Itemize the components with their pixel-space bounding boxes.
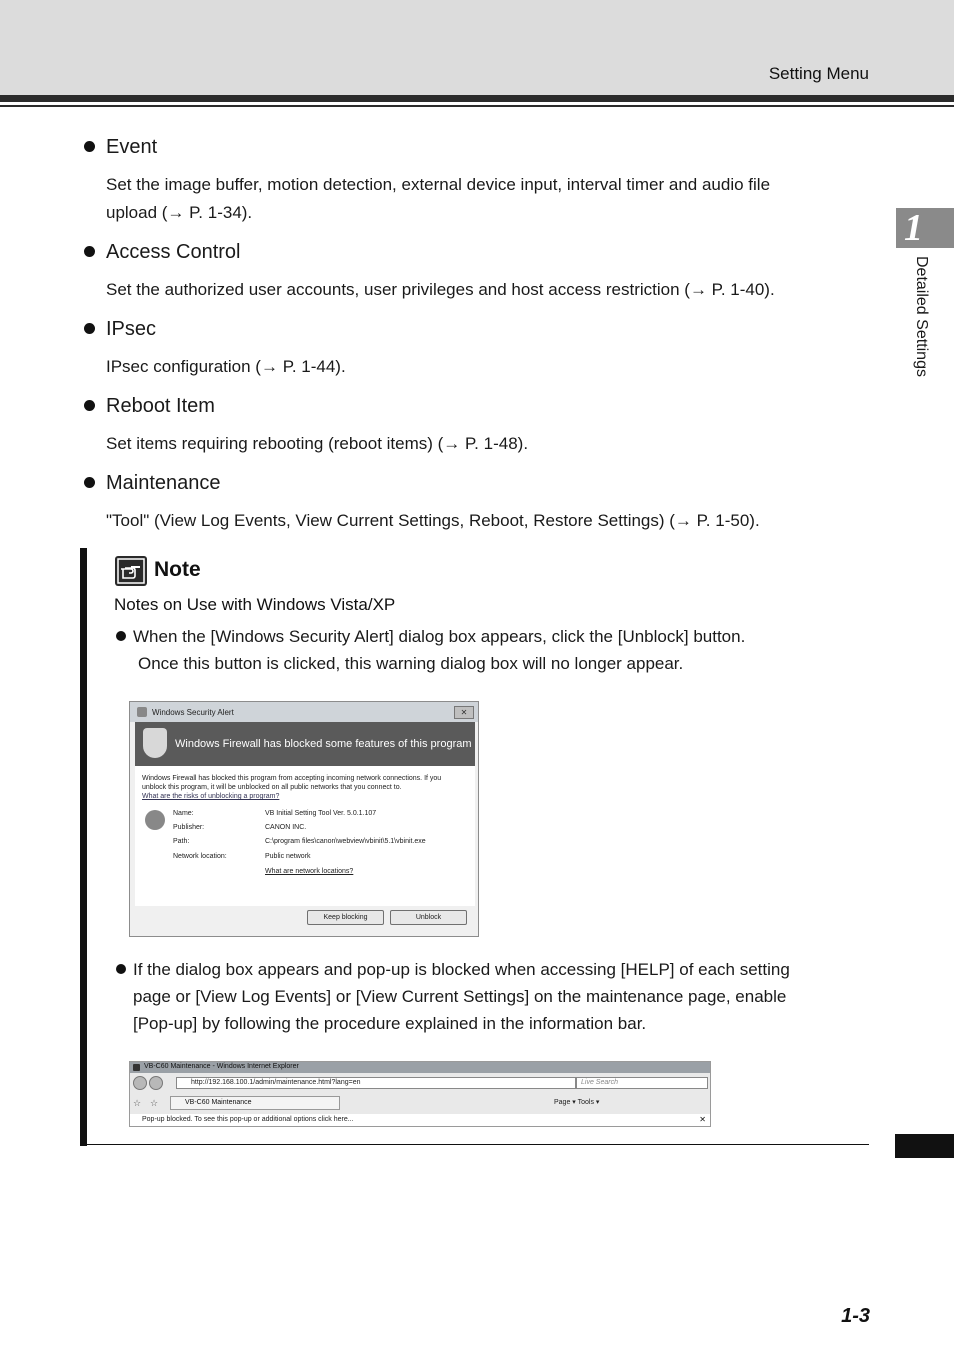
- row-label-name: Name:: [173, 810, 194, 817]
- add-favorite-icon[interactable]: ☆: [150, 1098, 159, 1108]
- network-locations-link[interactable]: What are network locations?: [265, 868, 354, 875]
- browser-app-icon: [133, 1064, 140, 1071]
- bullet-icon: [84, 477, 95, 488]
- note-bar: [80, 548, 87, 1146]
- note-hand-icon: [115, 556, 147, 586]
- chapter-number: 1: [904, 207, 923, 249]
- dialog-title: Windows Security Alert: [152, 708, 234, 717]
- bullet-icon: [84, 141, 95, 152]
- dialog-banner: [135, 722, 475, 766]
- dialog-close-button[interactable]: ✕: [454, 706, 474, 719]
- note-item-2: [133, 956, 790, 1037]
- note-line: If the dialog box appears and pop-up is blocked when accessing [HELP] of each setting: [133, 960, 790, 979]
- section-desc-event: [106, 171, 770, 227]
- row-label-network-location: Network location:: [173, 853, 227, 860]
- note-subtitle: Notes on Use with Windows Vista/XP: [114, 595, 396, 614]
- section-desc-reboot-item: [106, 430, 528, 458]
- row-label-path: Path:: [173, 838, 190, 845]
- shield-icon: [143, 728, 167, 758]
- unblock-button[interactable]: Unblock: [390, 910, 467, 925]
- info-bar[interactable]: [130, 1114, 710, 1126]
- desc-line: upload (→ P. 1-34).: [106, 203, 253, 222]
- note-bottom-rule: [80, 1144, 869, 1145]
- program-icon: [145, 810, 165, 830]
- dialog-app-icon: [137, 707, 147, 717]
- side-marker: [895, 1134, 954, 1158]
- browser-titlebar: [130, 1062, 710, 1073]
- row-value-name: VB Initial Setting Tool Ver. 5.0.1.107: [265, 810, 377, 817]
- dialog-banner-text: Windows Firewall has blocked some features of this program: [175, 738, 472, 750]
- address-bar[interactable]: [176, 1077, 576, 1089]
- desc-line: Set the image buffer, motion detection, external device input, interval timer and audio file: [106, 175, 771, 194]
- browser-tab[interactable]: [170, 1096, 340, 1110]
- row-value-path: C:\program files\canon\webview\vbinit\5.1\vbinit.exe: [265, 838, 426, 845]
- section-desc-access-control: [106, 276, 775, 304]
- row-value-publisher: CANON INC.: [265, 824, 307, 831]
- desc-line: "Tool" (View Log Events, View Current Settings, Reboot, Restore Settings) (→ P. 1-50).: [106, 511, 760, 530]
- search-placeholder: Live Search: [581, 1079, 618, 1086]
- note-line: [Pop-up] by following the procedure explained in the information bar.: [133, 1014, 647, 1033]
- info-bar-text: Pop-up blocked. To see this pop-up or additional options click here...: [142, 1116, 354, 1123]
- section-title-maintenance: Maintenance: [106, 472, 221, 494]
- browser-toolbar-menus[interactable]: Page ▾ Tools ▾: [554, 1099, 600, 1106]
- section-title-ipsec: IPsec: [106, 318, 157, 340]
- bullet-icon: [84, 323, 95, 334]
- section-title-reboot-item: Reboot Item: [106, 395, 215, 417]
- address-url: http://192.168.100.1/admin/maintenance.html?lang=en: [191, 1079, 361, 1086]
- header-title: Setting Menu: [768, 64, 869, 83]
- back-icon[interactable]: [133, 1076, 147, 1090]
- forward-icon[interactable]: [149, 1076, 163, 1090]
- keep-blocking-button[interactable]: Keep blocking: [307, 910, 384, 925]
- browser-tab-label: VB-C60 Maintenance: [185, 1099, 252, 1106]
- dialog-message-line: Windows Firewall has blocked this program from accepting incoming network connections. If you: [142, 775, 442, 782]
- security-alert-dialog: [129, 701, 479, 937]
- header-rule-thick: [0, 95, 954, 102]
- chapter-label: Detailed Settings: [913, 256, 930, 377]
- desc-line: IPsec configuration (→ P. 1-44).: [106, 357, 346, 376]
- page-number: 1-3: [841, 1305, 870, 1327]
- dialog-titlebar: [130, 702, 478, 722]
- section-desc-ipsec: [106, 353, 346, 381]
- note-title: Note: [154, 558, 201, 581]
- bullet-icon: [84, 246, 95, 257]
- section-title-access-control: Access Control: [106, 241, 241, 263]
- dialog-message-line: unblock this program, it will be unblocked on all public networks that you connect to.: [142, 784, 402, 791]
- info-bar-close-icon[interactable]: ✕: [699, 1115, 706, 1124]
- note-hand-icon-svg: [115, 556, 147, 586]
- browser-title: VB-C60 Maintenance - Windows Internet Explorer: [144, 1063, 299, 1070]
- note-line: Once this button is clicked, this warning dialog box will no longer appear.: [138, 654, 684, 673]
- section-title-event: Event: [106, 136, 158, 158]
- dialog-body: [135, 766, 475, 906]
- search-box[interactable]: [576, 1077, 708, 1089]
- bullet-icon: [116, 964, 126, 974]
- row-value-network-location: Public network: [265, 853, 311, 860]
- desc-line: Set the authorized user accounts, user privileges and host access restriction (→ P. 1-40).: [106, 280, 775, 299]
- row-label-publisher: Publisher:: [173, 824, 205, 831]
- bullet-icon: [84, 400, 95, 411]
- note-line: page or [View Log Events] or [View Current Settings] on the maintenance page, enable: [133, 987, 787, 1006]
- note-item-1: [133, 623, 745, 677]
- bullet-icon: [116, 631, 126, 641]
- chapter-side-label: [912, 256, 934, 396]
- desc-line: Set items requiring rebooting (reboot items) (→ P. 1-48).: [106, 434, 529, 453]
- header-rule-thin: [0, 105, 954, 107]
- browser-window: [129, 1061, 711, 1127]
- risks-link[interactable]: What are the risks of unblocking a program?: [142, 793, 280, 800]
- favorites-star-icon[interactable]: ☆: [133, 1098, 142, 1108]
- note-line: When the [Windows Security Alert] dialog box appears, click the [Unblock] button.: [133, 627, 746, 646]
- section-desc-maintenance: [106, 507, 760, 535]
- dialog-message: [142, 774, 470, 801]
